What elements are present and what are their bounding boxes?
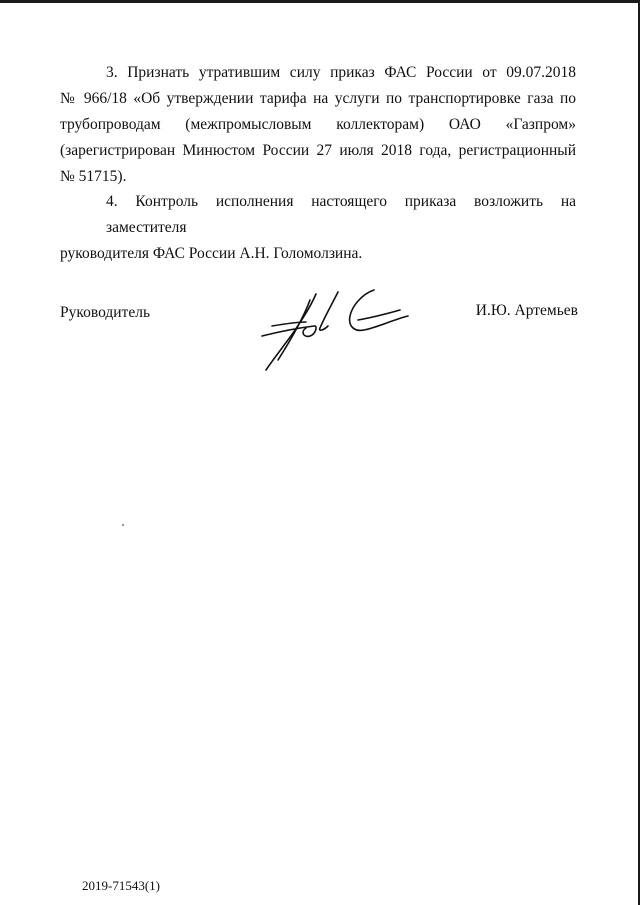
paragraph-3-line-4: (зарегистрирован Минюстом России 27 июля 2018 года, регистрационный: [60, 142, 576, 159]
signatory-position: Руководитель: [60, 304, 151, 321]
signature-stroke-3: [262, 326, 316, 336]
paragraph-3-line-3: трубопроводам (межпромысловым коллекторам) ОАО «Газпром»: [60, 116, 576, 133]
signature-stroke-5: [320, 292, 338, 330]
paragraph-3: [60, 60, 576, 190]
paragraph-3-line-5: № 51715).: [60, 168, 127, 185]
paragraph-4: [60, 189, 576, 267]
signatory-name: И.Ю. Артемьев: [475, 302, 578, 319]
document-number: 2019-71543(1): [82, 878, 160, 893]
signature-stroke-7: [358, 310, 400, 320]
scan-top-edge: [0, 0, 640, 3]
handwritten-signature: [258, 286, 418, 374]
paragraph-4-line-2: руководителя ФАС России А.Н. Голомолзина.: [60, 245, 363, 262]
paragraph-4-line-1: 4. Контроль исполнения настоящего приказа возложить на заместителя: [106, 193, 576, 236]
scan-speck: [122, 524, 124, 526]
paragraph-3-line-1: 3. Признать утратившим силу приказ ФАС России от 09.07.2018: [106, 64, 576, 81]
paragraph-3-line-2: № 966/18 «Об утверждении тарифа на услуги по транспортировке газа по: [60, 90, 576, 107]
signature-stroke-2: [278, 300, 310, 360]
signature-stroke-4: [272, 322, 306, 326]
